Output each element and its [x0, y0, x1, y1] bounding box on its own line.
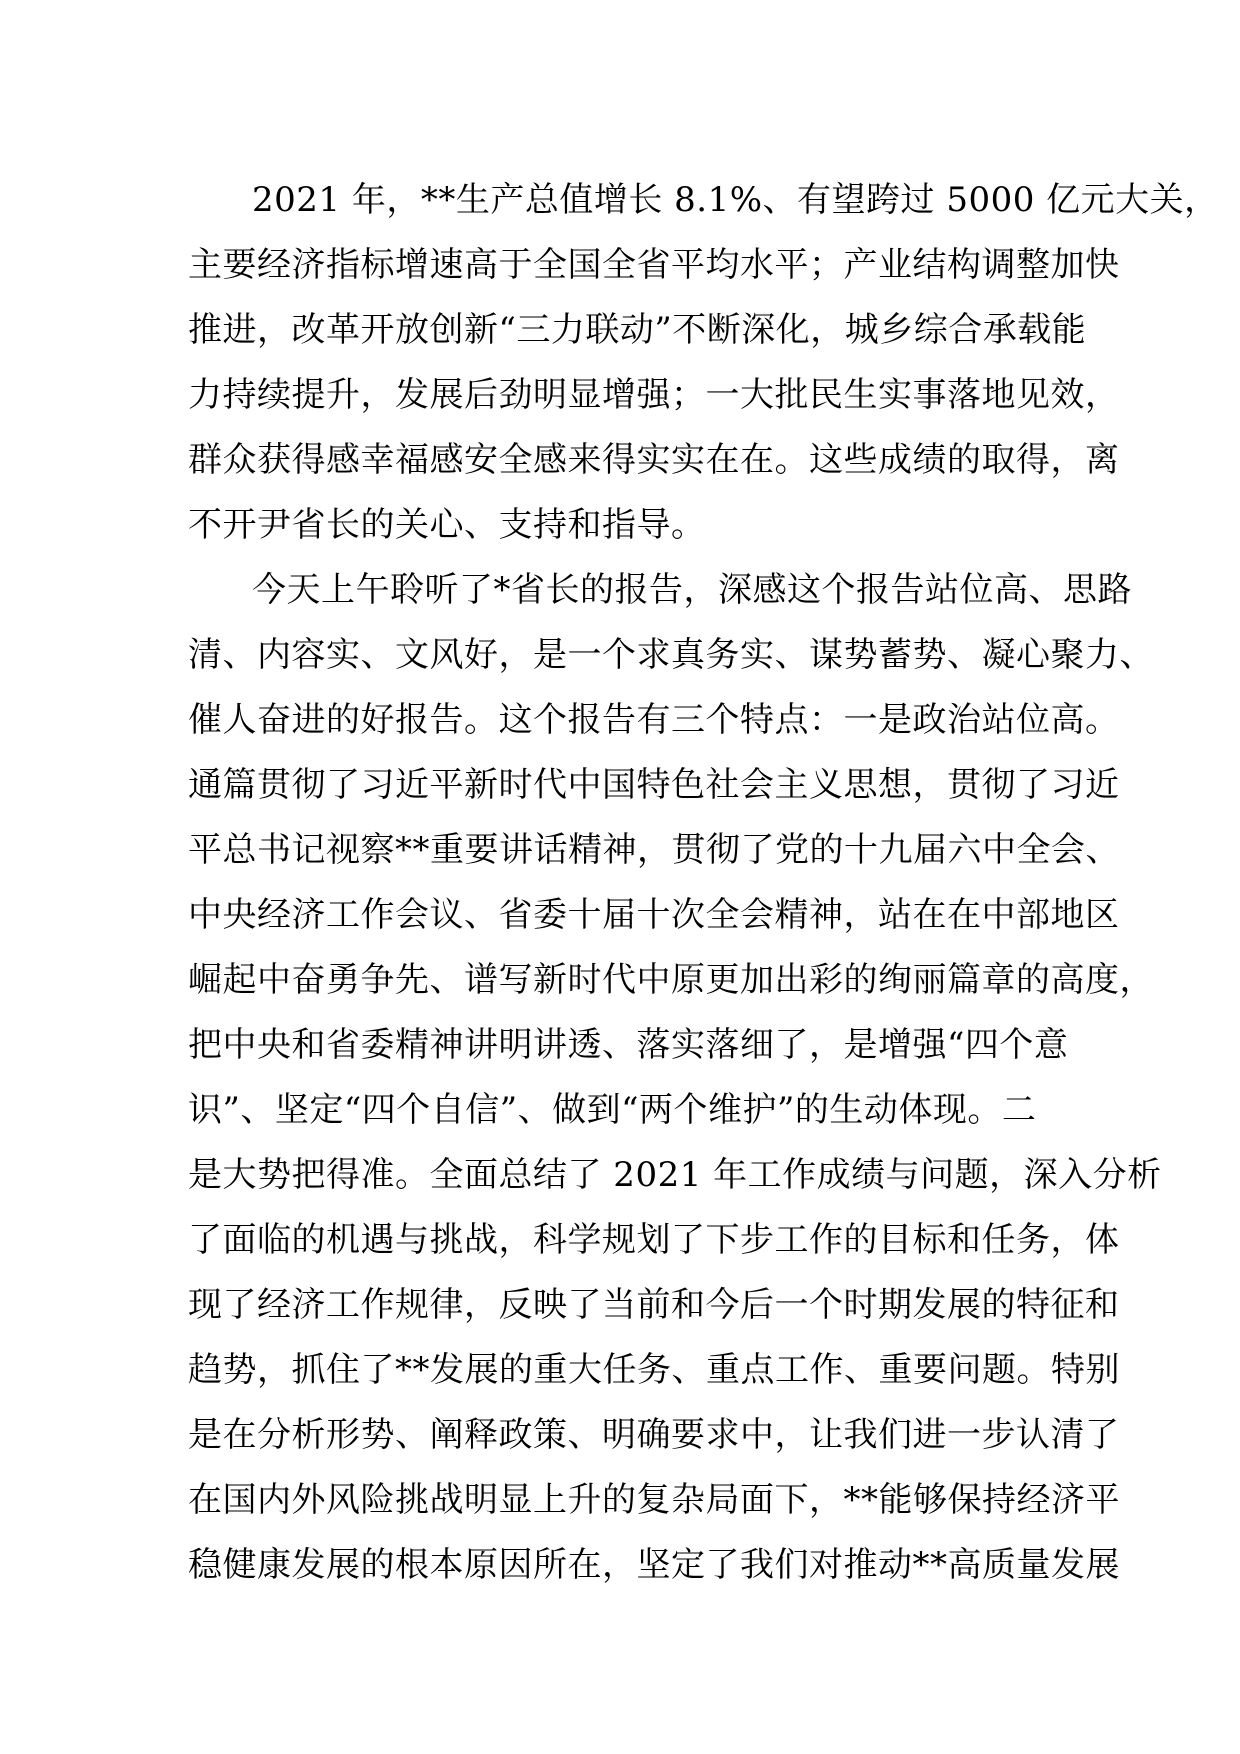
text-line: 通篇贯彻了习近平新时代中国特色社会主义思想，贯彻了习近: [188, 765, 1120, 805]
text-line: 在国内外风险挑战明显上升的复杂局面下，**能够保持经济平: [188, 1480, 1120, 1520]
text-line: 了面临的机遇与挑战，科学规划了下步工作的目标和任务，体: [188, 1220, 1120, 1260]
text-line: 中央经济工作会议、省委十届十次全会精神，站在在中部地区: [188, 895, 1120, 935]
text-line: 主要经济指标增速高于全国全省平均水平；产业结构调整加快: [188, 245, 1120, 285]
text-line: 把中央和省委精神讲明讲透、落实落细了，是增强“四个意: [188, 1025, 1069, 1065]
text-line: 趋势，抓住了**发展的重大任务、重点工作、重要问题。特别: [188, 1350, 1120, 1390]
text-line: 稳健康发展的根本原因所在，坚定了我们对推动**高质量发展: [188, 1545, 1120, 1585]
text-line: 推进，改革开放创新“三力联动”不断深化，城乡综合承载能: [188, 310, 1087, 350]
paragraph-report-review: [188, 558, 1162, 1598]
text-line: 群众获得感幸福感安全感来得实实在在。这些成绩的取得，离: [188, 440, 1120, 480]
text-line: 是大势把得准。全面总结了 2021 年工作成绩与问题，深入分析: [188, 1155, 1162, 1195]
text-line: 崛起中奋勇争先、谱写新时代中原更加出彩的绚丽篇章的高度，: [188, 960, 1154, 1000]
text-line: 清、内容实、文风好，是一个求真务实、谋势蓄势、凝心聚力、: [188, 635, 1154, 675]
text-line: 2021 年，**生产总值增长 8.1%、有望跨过 5000 亿元大关，: [252, 180, 1219, 220]
text-line: 平总书记视察**重要讲话精神，贯彻了党的十九届六中全会、: [188, 830, 1120, 870]
text-line: 现了经济工作规律，反映了当前和今后一个时期发展的特征和: [188, 1285, 1120, 1325]
text-line: 不开尹省长的关心、支持和指导。: [188, 505, 706, 545]
text-line: 今天上午聆听了*省长的报告，深感这个报告站位高、思路: [252, 570, 1132, 610]
text-line: 识”、坚定“四个自信”、做到“两个维护”的生动体现。二: [188, 1090, 1037, 1130]
paragraph-achievements: [188, 168, 1219, 558]
text-line: 是在分析形势、阐释政策、明确要求中，让我们进一步认清了: [188, 1415, 1120, 1455]
document-body: [188, 168, 1219, 1598]
text-line: 催人奋进的好报告。这个报告有三个特点：一是政治站位高。: [188, 700, 1120, 740]
text-line: 力持续提升，发展后劲明显增强；一大批民生实事落地见效，: [188, 375, 1120, 415]
